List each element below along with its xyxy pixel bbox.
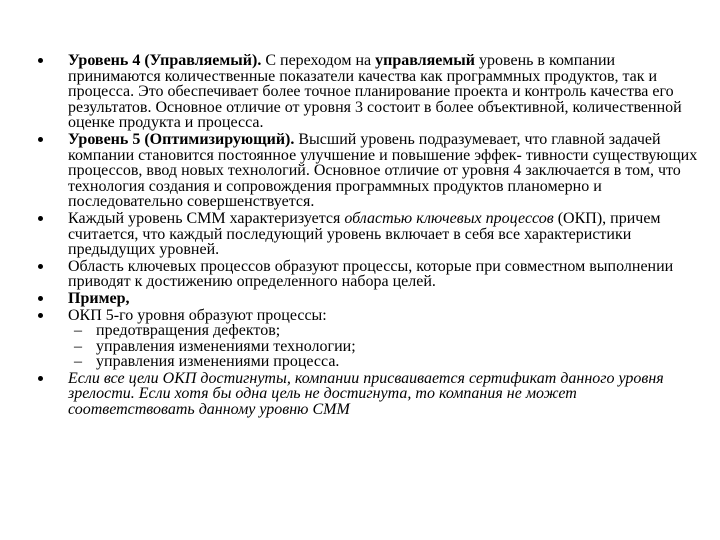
- level-4-heading: Уровень 4 (Управляемый).: [68, 52, 262, 69]
- bullet-example: [38, 291, 698, 307]
- bullet-dot-icon: [38, 137, 43, 142]
- example-heading: Пример,: [68, 289, 130, 307]
- cmm-text-rest: (ОКП), причем считается, что каждый последующий уровень включает в себя все характеристики предыдущих уровней.: [68, 209, 661, 259]
- sub-item-text: управления изменениями процесса.: [96, 353, 340, 371]
- managed-term: управляемый: [375, 52, 475, 69]
- bullet-kpa-definition: [38, 259, 698, 290]
- bullet-dot-icon: [38, 58, 43, 63]
- bullet-dot-icon: [38, 296, 43, 301]
- level-4-text-rest: уровень в компании принимаются количественные показатели качества как программных продуктов, так и процесса. Это обеспечивает более точное планирование проекта и контроль качества его результатов. Основное отличие от уровня 3 состоит в более объективной, количественной оценке продукта и процесса.: [68, 52, 682, 132]
- bullet-cmm-kpa: [38, 211, 698, 258]
- bullet-dot-icon: [38, 216, 43, 221]
- kpa-definition-text: Область ключевых процессов образуют процессы, которые при совместном выполнении приводят к достижению определенного набора целей.: [68, 257, 674, 291]
- sub-item: [68, 354, 698, 370]
- dash-icon: –: [74, 337, 82, 355]
- level-5-heading: Уровень 5 (Оптимизирующий).: [68, 130, 295, 148]
- certificate-text: Если все цели ОКП достигнуты, компании присваивается сертификат данного уровня зрелости. Если хотя бы одна цель не достигнута, то компания не может соответствовать данному уровню СММ: [68, 369, 664, 419]
- bullet-dot-icon: [38, 376, 43, 381]
- bullet-dot-icon: [38, 264, 43, 269]
- sub-item: [68, 323, 698, 339]
- bullet-certificate: [38, 371, 698, 418]
- dash-icon: –: [74, 353, 82, 371]
- sub-item: [68, 339, 698, 355]
- level-5-kpa-text: ОКП 5-го уровня образуют процессы:: [68, 306, 327, 324]
- bullet-level-4: [38, 53, 698, 131]
- sub-item-text: управления изменениями технологии;: [96, 337, 356, 355]
- sub-list: [68, 323, 698, 370]
- level-5-text: Высший уровень подразумевает, что главной задачей компании становится постоянное улучшение и повышение эффек- тивности существующих процессов, ввод новых технологий. Основное отличие от уровня 4 заключается в том, что технология создания и сопровождения программных продуктов планомерно и последовательно совершенствуется.: [68, 130, 698, 211]
- kpa-term: областью ключевых процессов: [344, 209, 554, 227]
- sub-item-text: предотвращения дефектов;: [96, 322, 281, 340]
- bullet-level-5: [38, 132, 698, 210]
- bullet-level-5-kpa: [38, 308, 698, 370]
- dash-icon: –: [74, 322, 82, 340]
- level-4-text-start: С переходом на: [261, 52, 376, 69]
- bullet-list: [38, 53, 698, 419]
- cmm-text-start: Каждый уровень СММ характеризуется: [68, 209, 345, 227]
- bullet-dot-icon: [38, 313, 43, 318]
